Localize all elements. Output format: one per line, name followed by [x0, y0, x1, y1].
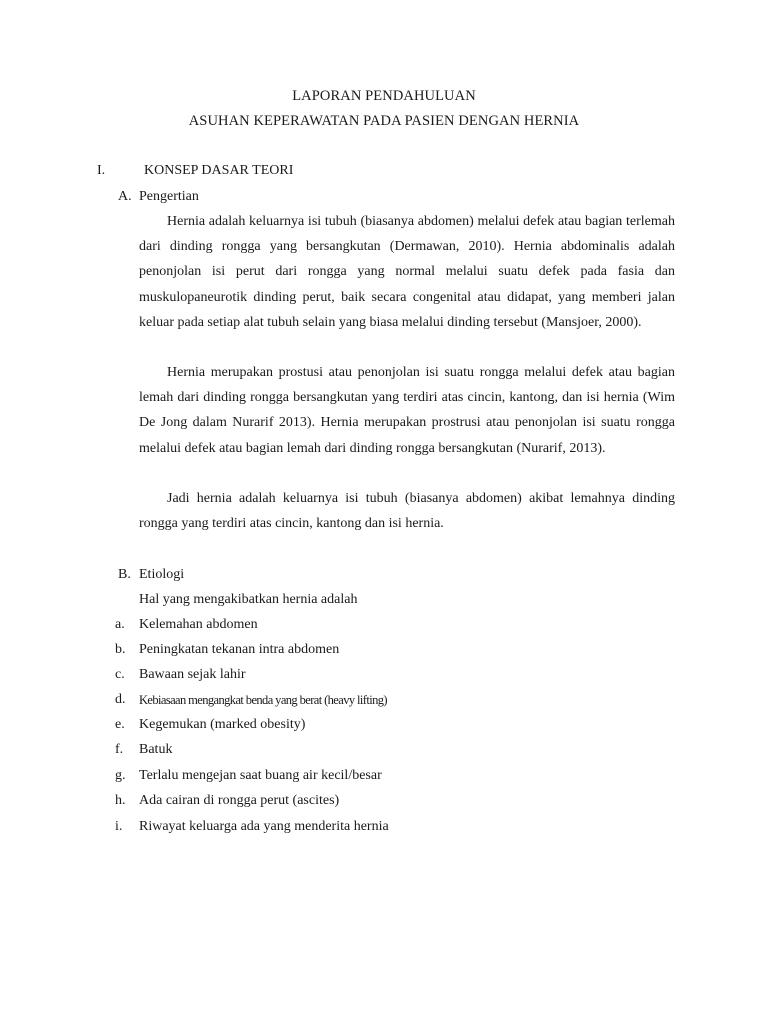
list-item-text: Kegemukan (marked obesity) [139, 717, 306, 732]
list-item-letter: a. [115, 617, 125, 632]
subsection-a-title: Pengertian [139, 189, 199, 204]
list-item-letter: h. [115, 793, 126, 808]
list-item-letter: f. [115, 742, 124, 757]
list-item-text: Peningkatan tekanan intra abdomen [139, 642, 340, 657]
list-item-letter: d. [115, 692, 126, 707]
section-number: I. [97, 163, 106, 178]
subsection-b-letter: B. [118, 567, 131, 582]
list-item-text: Batuk [139, 742, 173, 757]
list-item-letter: b. [115, 642, 126, 657]
document-title-line-2: ASUHAN KEPERAWATAN PADA PASIEN DENGAN HERNIA [188, 113, 580, 129]
list-item-text: Kebiasaan mengangkat benda yang berat (heavy lifting) [139, 693, 387, 707]
list-item-text: Riwayat keluarga ada yang menderita hernia [139, 819, 389, 834]
list-item-letter: e. [115, 717, 125, 732]
list-item-text: Bawaan sejak lahir [139, 667, 246, 682]
paragraph-1: Hernia adalah keluarnya isi tubuh (biasanya abdomen) melalui defek atau bagian terlemah dari dinding rongga yang bersangkutan (Dermawan, 2010). Hernia abdominalis adalah penonjolan isi perut dari rongga yang normal melalui suatu defek pada fasia dan muskulopaneurotik dinding perut, baik secara congenital atau didapat, yang memberi jalan keluar pada setiap alat tubuh selain yang biasa melalui dinding tersebut (Mansjoer, 2000). [139, 214, 675, 330]
list-item-text: Kelemahan abdomen [139, 617, 258, 632]
paragraph-2: Hernia merupakan prostusi atau penonjolan isi suatu rongga melalui defek atau bagian lemah dari dinding rongga bersangkutan yang terdiri atas cincin, kantong, dan isi hernia (Wim De Jong dalam Nurarif 2013). Hernia merupakan prostrusi atau penonjolan isi suatu rongga melalui defek atau bagian lemah dari dinding rongga bersangkutan (Nurarif, 2013). [139, 365, 675, 456]
list-item-letter: i. [115, 819, 123, 834]
document-title-line-1: LAPORAN PENDAHULUAN [292, 88, 476, 104]
paragraph-3: Jadi hernia adalah keluarnya isi tubuh (biasanya abdomen) akibat lemahnya dinding rongga yang terdiri atas cincin, kantong dan isi hernia. [139, 491, 675, 532]
subsection-b-title: Etiologi [139, 567, 185, 582]
list-item-letter: c. [115, 667, 125, 682]
etiologi-intro: Hal yang mengakibatkan hernia adalah [139, 592, 358, 607]
list-item-letter: g. [115, 768, 126, 783]
section-title: KONSEP DASAR TEORI [144, 163, 294, 178]
list-item-text: Ada cairan di rongga perut (ascites) [139, 793, 340, 808]
subsection-a-letter: A. [118, 189, 132, 204]
list-item-text: Terlalu mengejan saat buang air kecil/besar [139, 768, 382, 783]
